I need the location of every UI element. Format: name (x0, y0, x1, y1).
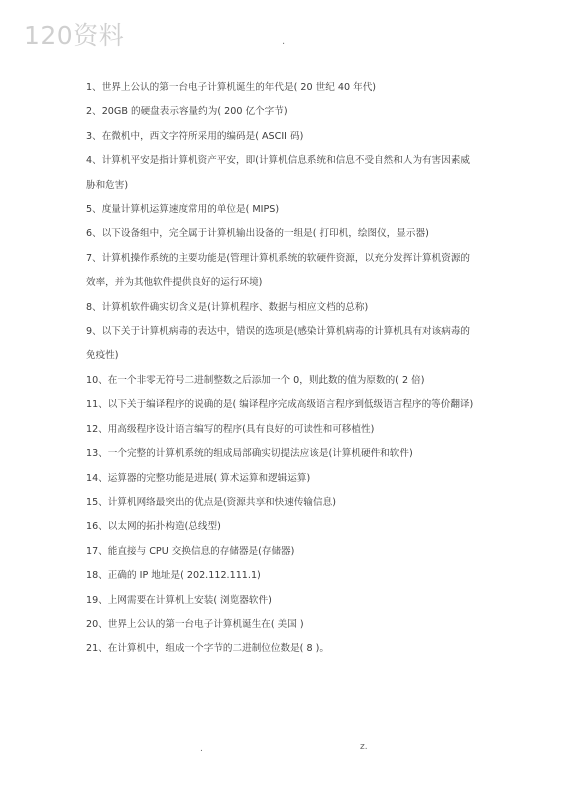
list-item: 19、上网需要在计算机上安装( 浏览器软件) (86, 594, 272, 606)
list-item: 12、用高级程序设计语言编写的程序(具有良好的可读性和可移植性) (86, 423, 375, 435)
question-list (86, 76, 478, 662)
footer-mark-left: . (200, 744, 203, 754)
header-mark: . (282, 36, 286, 47)
list-item: 1、世界上公认的第一台电子计算机诞生的年代是( 20 世纪 40 年代) (86, 82, 377, 93)
list-item: 16、以太网的拓扑构造(总线型) (86, 521, 221, 533)
list-item: 9、以下关于计算机病毒的表达中，错误的选项是(感染计算机病毒的计算机具有对该病毒的免疫性) (86, 326, 471, 362)
list-item: 18、正确的 IP 地址是( 202.112.111.1) (86, 570, 261, 582)
list-item: 15、计算机网络最突出的优点是(资源共享和快速传输信息) (86, 496, 336, 508)
list-item: 8、计算机软件确实切含义是(计算机程序、数据与相应文档的总称) (86, 301, 369, 313)
list-item: 21、在计算机中，组成一个字节的二进制位位数是( 8 )。 (86, 643, 329, 655)
list-item: 14、运算器的完整功能是进展( 算术运算和逻辑运算) (86, 472, 311, 484)
list-item: 4、计算机平安是指计算机资产平安，即(计算机信息系统和信息不受自然和人为有害因素威胁和危害) (86, 155, 471, 191)
watermark-logo: 120资料 (24, 21, 125, 50)
list-item: 17、能直接与 CPU 交换信息的存储器是(存储器) (86, 545, 295, 557)
list-item: 2、20GB 的硬盘表示容量约为( 200 亿个字节) (86, 106, 288, 118)
list-item: 20、世界上公认的第一台电子计算机诞生在( 美国 ) (86, 618, 304, 630)
list-item: 7、计算机操作系统的主要功能是(管理计算机系统的软硬件资源，以充分发挥计算机资源的效率，并为其他软件提供良好的运行环境) (86, 252, 471, 289)
list-item: 5、度量计算机运算速度常用的单位是( MIPS) (86, 204, 280, 216)
list-item: 13、一个完整的计算机系统的组成局部确实切提法应该是(计算机硬件和软件) (86, 448, 413, 460)
list-item: 11、以下关于编译程序的说确的是( 编译程序完成高级语言程序到低级语言程序的等价翻译) (86, 399, 474, 411)
list-item: 10、在一个非零无符号二进制整数之后添加一个 0，则此数的值为原数的( 2 倍) (86, 374, 425, 386)
list-item: 3、在微机中，西文字符所采用的编码是( ASCII 码) (86, 130, 304, 142)
footer-mark-right: z. (360, 742, 368, 752)
list-item: 6、以下设备组中，完全属于计算机输出设备的一组是( 打印机，绘图仪，显示器) (86, 228, 429, 240)
